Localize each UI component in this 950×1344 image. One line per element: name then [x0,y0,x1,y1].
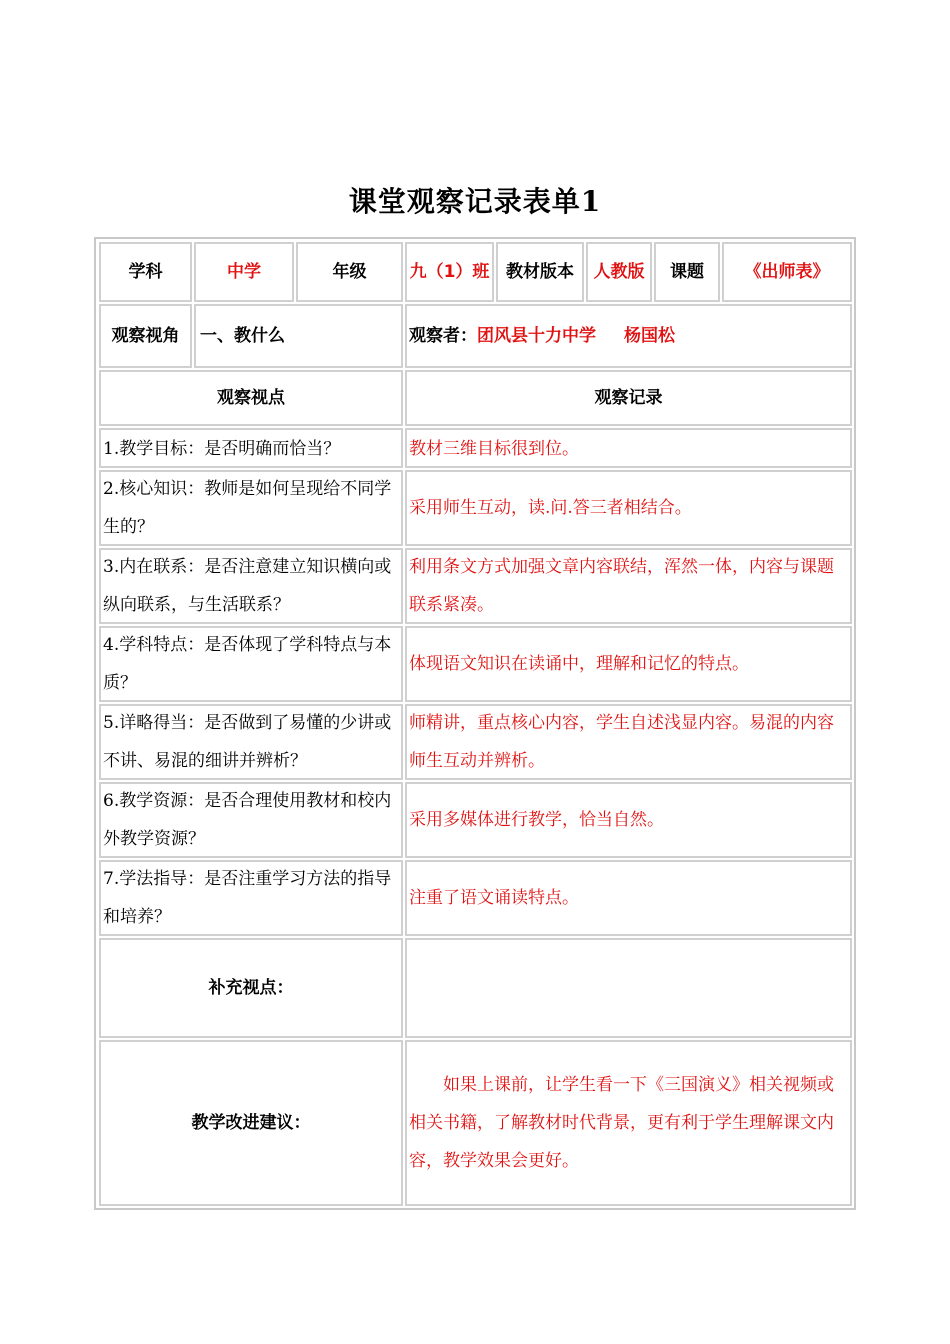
record-text-6: 采用多媒体进行教学，恰当自然。 [409,810,664,830]
record-cell-7 [405,860,852,936]
point-cell-1 [99,428,403,468]
point-text-4: 4.学科特点：是否体现了学科特点与本质？ [103,635,392,693]
points-header: 观察视点 [99,370,403,426]
supplement-value [405,938,852,1038]
suggestion-label: 教学改进建议： [99,1040,403,1206]
point-text-1: 1.教学目标：是否明确而恰当？ [103,439,341,459]
subject-label: 学科 [99,242,192,302]
observer-name: 杨国松 [624,326,675,346]
records-header: 观察记录 [405,370,852,426]
textbook-label: 教材版本 [496,242,584,302]
observation-table [94,237,856,1210]
topic-label: 课题 [654,242,720,302]
point-cell-5 [99,704,403,780]
record-text-4: 体现语文知识在读诵中，理解和记忆的特点。 [409,654,749,674]
record-text-1: 教材三维目标很到位。 [409,439,579,459]
angle-value: 一、教什么 [194,304,403,368]
observer-school: 团风县十力中学 [477,326,596,346]
record-text-3: 利用条文方式加强文章内容联结，浑然一体，内容与课题联系紧凑。 [409,557,834,615]
record-cell-6 [405,782,852,858]
record-cell-2 [405,470,852,546]
suggestion-value: 如果上课前，让学生看一下《三国演义》相关视频或相关书籍，了解教材时代背景，更有利于学生理解课文内容，教学效果会更好。 [409,1075,834,1171]
grade-label: 年级 [296,242,403,302]
record-text-2: 采用师生互动，读.问.答三者相结合。 [409,498,692,518]
suggestion-cell [405,1040,852,1206]
record-cell-5 [405,704,852,780]
point-cell-3 [99,548,403,624]
point-text-7: 7.学法指导：是否注重学习方法的指导和培养？ [103,869,392,927]
supplement-label: 补充视点： [99,938,403,1038]
point-text-5: 5.详略得当：是否做到了易懂的少讲或不讲、易混的细讲并辨析？ [103,713,392,771]
angle-label: 观察视角 [99,304,192,368]
topic-value: 《出师表》 [722,242,852,302]
record-cell-3 [405,548,852,624]
observer-cell [405,304,852,368]
point-text-6: 6.教学资源：是否合理使用教材和校内外教学资源？ [103,791,392,849]
textbook-value: 人教版 [586,242,652,302]
grade-value: 九（1）班 [405,242,494,302]
record-text-7: 注重了语文诵读特点。 [409,888,579,908]
page-title: 课堂观察记录表单1 [348,185,602,218]
point-text-3: 3.内在联系：是否注意建立知识横向或纵向联系，与生活联系？ [103,557,392,615]
record-cell-4 [405,626,852,702]
point-cell-7 [99,860,403,936]
record-cell-1 [405,428,852,468]
observer-label: 观察者： [409,326,477,346]
point-text-2: 2.核心知识：教师是如何呈现给不同学生的？ [103,479,392,537]
subject-value: 中学 [194,242,294,302]
record-text-5: 师精讲，重点核心内容，学生自述浅显内容。易混的内容师生互动并辨析。 [409,713,834,771]
point-cell-2 [99,470,403,546]
point-cell-6 [99,782,403,858]
point-cell-4 [99,626,403,702]
